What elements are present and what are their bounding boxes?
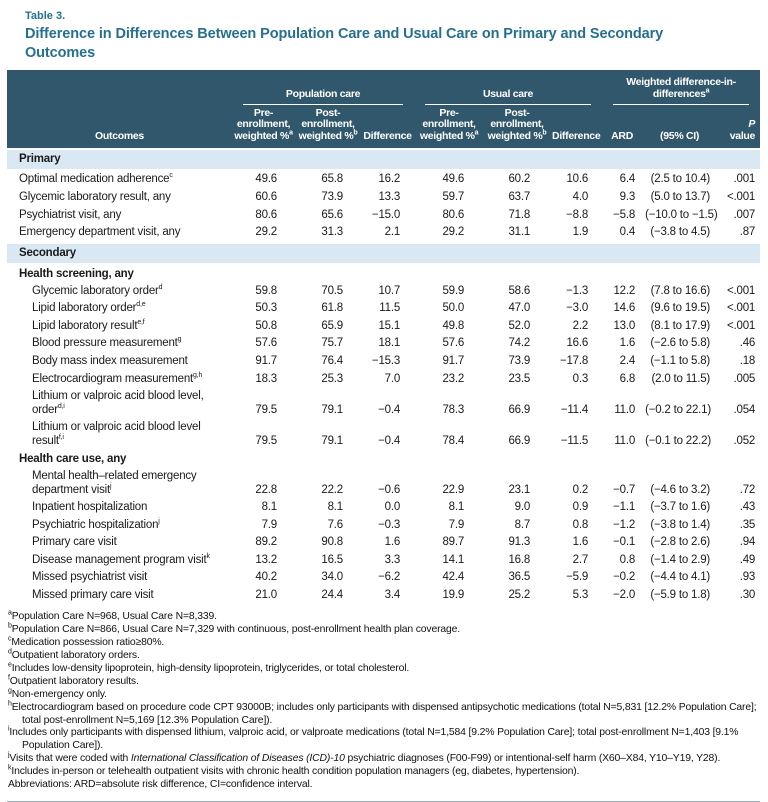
table-row [7, 170, 760, 189]
value-cell: −11.4 [560, 403, 589, 416]
value-cell: .87 [739, 226, 756, 239]
table-row [7, 552, 760, 570]
value-cell: 66.9 [508, 434, 531, 447]
value-cell: 16.8 [508, 553, 531, 566]
footnote-text: Electrocardiogram based on procedure code CPT 93000B; includes only participants with dispensed antipsychotic medications (total N=5,831 [12.2% Population Care]; total post-enrollment N=5,169 [12.3% Population Care]). [11, 701, 757, 726]
footnote-text: Medication possession ratio≥80%. [11, 637, 165, 649]
value-cell: 70.5 [321, 284, 343, 297]
footnote-marker: g [8, 687, 12, 695]
footnote-marker: g,h [193, 371, 203, 379]
value-cell: 5.3 [572, 588, 589, 601]
value-cell: (−4.6 to 3.2) [650, 483, 711, 496]
value-cell: 13.0 [613, 319, 636, 332]
footnote-text: Includes only participants with dispensed lithium, valproic acid, or valproate medications (total N=1,584 [9.2% Population Care]; total post-enrollment N=1,403 [9.1% Population Care]). [9, 727, 739, 752]
value-cell: 66.9 [508, 403, 531, 416]
value-cell: 0.3 [572, 372, 589, 385]
value-cell: 9.0 [514, 501, 531, 514]
outcome-label: Lipid laboratory result$^{e,f}$ [32, 319, 145, 332]
value-cell: 29.2 [255, 226, 277, 239]
value-cell: −15.0 [371, 208, 401, 221]
value-cell: 80.6 [442, 208, 465, 221]
value-cell: 7.9 [261, 518, 277, 531]
header-spacer [7, 70, 232, 105]
value-cell: 23.1 [508, 483, 531, 496]
value-cell: 89.2 [255, 536, 277, 549]
outcome-label: Electrocardiogram measurement$^{g,h}$ [32, 371, 203, 385]
value-cell: 73.9 [508, 355, 531, 368]
outcome-label: Lithium or valproic acid blood level, order$^{d,i}$ [32, 390, 204, 416]
value-cell: (−4.4 to 4.1) [650, 571, 711, 584]
footnote [8, 689, 761, 702]
outcome-label: Blood pressure measurement$^g$ [32, 336, 182, 350]
value-cell: 90.8 [321, 536, 343, 549]
footnote [8, 766, 761, 779]
outcome-label: Psychiatrist visit, any [19, 208, 122, 221]
value-cell: <.001 [726, 190, 756, 203]
value-cell: (2.0 to 11.5) [651, 372, 711, 385]
outcome-label: Glycemic laboratory result, any [19, 190, 171, 203]
footnote-marker: c [8, 635, 12, 643]
value-cell: −17.8 [559, 355, 589, 368]
group-header-population-care [232, 70, 414, 105]
value-cell: 49.6 [255, 173, 277, 186]
outcome-label: Lithium or valproic acid blood level result$^{f,i}$ [32, 421, 201, 447]
outcome-label: Optimal medication adherence$^c$ [19, 172, 173, 186]
group-header-row [7, 70, 760, 105]
footnote-text: Outpatient laboratory orders. [11, 650, 140, 662]
value-cell: .007 [733, 208, 756, 221]
table-row [7, 189, 760, 207]
value-cell: 0.0 [384, 501, 401, 514]
value-cell: 10.7 [378, 284, 401, 297]
value-cell: −0.2 [613, 571, 636, 584]
column-header-p-value: P value [717, 105, 760, 149]
value-cell: −0.1 [613, 536, 636, 549]
value-cell: 11.5 [379, 302, 401, 315]
value-cell: 59.8 [255, 284, 277, 297]
footnote-marker: j [109, 482, 112, 490]
value-cell: −2.0 [613, 588, 636, 601]
footnote-marker: b [542, 129, 547, 137]
table-row [7, 534, 760, 552]
value-cell: −0.3 [378, 518, 401, 531]
value-cell: 11.0 [614, 403, 636, 416]
footnote-marker: i [8, 726, 10, 734]
value-cell: .18 [739, 355, 756, 368]
value-cell: 60.6 [255, 190, 277, 203]
value-cell: 21.0 [255, 588, 277, 601]
value-cell: <.001 [726, 302, 756, 315]
footnote-marker: j [8, 751, 10, 759]
value-cell: 23.5 [508, 372, 531, 385]
table-row [7, 499, 760, 517]
footnote-marker: f [8, 674, 10, 682]
value-cell: (−3.7 to 1.6) [650, 501, 711, 514]
value-cell: 8.1 [448, 501, 465, 514]
value-cell: 1.6 [384, 536, 401, 549]
group-label: Population care [285, 87, 361, 100]
value-cell: .35 [739, 518, 756, 531]
footnote [8, 663, 761, 676]
value-cell: −3.0 [566, 302, 589, 315]
outcome-label: Glycemic laboratory order$^d$ [32, 283, 163, 297]
value-cell: 63.7 [508, 190, 531, 203]
outcomes-table [7, 70, 760, 604]
value-cell: 1.6 [619, 337, 636, 350]
value-cell: 49.8 [442, 319, 465, 332]
value-cell: (−1.1 to 5.8) [650, 355, 711, 368]
value-cell: −6.2 [378, 571, 401, 584]
footnote-marker: d,e [136, 301, 146, 309]
column-header-pop-pre: Pre-enrollment, weighted %$^a$ [232, 105, 295, 149]
outcome-label: Emergency department visit, any [19, 226, 181, 239]
value-cell: 76.4 [321, 355, 343, 368]
value-cell: 91.7 [255, 355, 277, 368]
value-cell: 57.6 [255, 337, 277, 350]
value-cell: 60.2 [508, 173, 531, 186]
value-cell: (2.5 to 10.4) [650, 173, 711, 186]
group-header-weighted-did [602, 70, 760, 105]
value-cell: 31.1 [508, 226, 531, 239]
value-cell: 6.8 [619, 372, 636, 385]
value-cell: 1.6 [572, 536, 589, 549]
value-cell: 80.6 [255, 208, 277, 221]
value-cell: −1.3 [566, 284, 589, 297]
value-cell: 14.6 [613, 302, 636, 315]
value-cell: 16.5 [321, 553, 343, 566]
value-cell: .94 [739, 536, 756, 549]
table-row [7, 318, 760, 336]
value-cell: 13.2 [255, 553, 277, 566]
value-cell: 7.9 [448, 518, 465, 531]
table-row [7, 371, 760, 389]
footnote-marker: g [177, 336, 182, 344]
section-row [7, 149, 760, 171]
outcome-label: Body mass index measurement [32, 355, 188, 368]
table-row [7, 569, 760, 587]
column-header-row [7, 105, 760, 149]
value-cell: −0.6 [378, 483, 401, 496]
value-cell: 79.1 [321, 403, 343, 416]
value-cell: 75.7 [321, 337, 343, 350]
column-header-usual-pre: Pre-enrollment, weighted %$^a$ [414, 105, 484, 149]
footnote-text: Population Care N=866, Usual Care N=7,329 with continuous, post-enrollment health plan coverage. [11, 624, 461, 636]
table-row [7, 283, 760, 301]
value-cell: −0.7 [613, 483, 636, 496]
footnote [8, 676, 761, 689]
value-cell: 52.0 [508, 319, 531, 332]
column-header-pop-difference: Difference [361, 105, 414, 149]
value-cell: .001 [733, 173, 756, 186]
value-cell: 16.6 [566, 337, 589, 350]
value-cell: 18.3 [255, 372, 277, 385]
column-header-ard: ARD [602, 105, 642, 149]
column-header-ci: (95% CI) [642, 105, 717, 149]
value-cell: (−0.2 to 22.1) [645, 403, 711, 416]
value-cell: 29.2 [442, 226, 465, 239]
outcome-label: Inpatient hospitalization [32, 501, 148, 514]
footnote-text: International Classification of Diseases (ICD)-10 [130, 753, 345, 765]
outcome-label: Psychiatric hospitalization$^j$ [32, 517, 160, 531]
value-cell: 31.3 [321, 226, 343, 239]
table-row [7, 207, 760, 225]
footnote-marker: b [8, 622, 12, 630]
value-cell: 22.9 [442, 483, 465, 496]
footnote-marker: a [705, 87, 710, 95]
value-cell: 2.4 [619, 355, 636, 368]
value-cell: 16.2 [378, 173, 401, 186]
value-cell: 58.6 [508, 284, 531, 297]
value-cell: 91.3 [508, 536, 531, 549]
value-cell: 2.2 [572, 319, 589, 332]
footnote-text: Population Care N=968, Usual Care N=8,339. [11, 611, 217, 623]
footnote-text: Visits that were coded with [9, 753, 131, 765]
subsection-label: Health care use, any [19, 453, 127, 466]
value-cell: 0.2 [572, 483, 589, 496]
value-cell: .054 [733, 403, 756, 416]
footnote-text: psychiatric diagnoses (F00-F99) or intentional-self harm (X60–X84, Y10–Y19, Y28). [344, 753, 721, 765]
footnote-text: Includes in-person or telehealth outpatient visits with chronic health condition population managers (eg, diabetes, hypertension). [11, 766, 580, 778]
footnote-marker: k [8, 764, 12, 772]
value-cell: 36.5 [508, 571, 531, 584]
table-row [7, 587, 760, 605]
footnote-marker: a [289, 129, 293, 137]
footnote [8, 650, 761, 663]
value-cell: 73.9 [321, 190, 343, 203]
value-cell: 78.3 [442, 403, 465, 416]
value-cell: (9.6 to 19.5) [650, 302, 711, 315]
value-cell: 74.2 [508, 337, 531, 350]
footnote [8, 624, 761, 637]
footnote [8, 727, 761, 753]
value-cell: 71.8 [508, 208, 531, 221]
footnote-marker: k [206, 552, 210, 560]
value-cell: 25.2 [508, 588, 531, 601]
value-cell: 78.4 [442, 434, 465, 447]
value-cell: 12.2 [613, 284, 636, 297]
value-cell: .30 [739, 588, 756, 601]
value-cell: .052 [733, 434, 756, 447]
value-cell: 49.6 [442, 173, 465, 186]
value-cell: −5.9 [566, 571, 589, 584]
table-row [7, 335, 760, 353]
value-cell: 65.6 [321, 208, 343, 221]
value-cell: .005 [733, 372, 756, 385]
value-cell: 18.1 [378, 337, 401, 350]
value-cell: 13.3 [378, 190, 401, 203]
value-cell: −15.3 [371, 355, 401, 368]
value-cell: .43 [739, 501, 756, 514]
value-cell: (−2.8 to 2.6) [650, 536, 711, 549]
footnote-marker: d,i [57, 402, 65, 410]
value-cell: 79.1 [321, 434, 343, 447]
footnote-marker: a [474, 129, 479, 137]
value-cell: 22.2 [321, 483, 343, 496]
value-cell: 7.0 [384, 372, 401, 385]
group-label: Weighted difference-in-differences [626, 76, 736, 100]
section-label: Primary [7, 149, 760, 171]
column-header-usual-post: Post-enrollment, weighted %$^b$ [484, 105, 550, 149]
value-cell: <.001 [726, 284, 756, 297]
value-cell: 2.7 [572, 553, 589, 566]
value-cell: 0.8 [619, 553, 636, 566]
value-cell: (5.0 to 13.7) [650, 190, 711, 203]
value-cell: 23.2 [442, 372, 465, 385]
value-cell: (−10.0 to −1.5) [645, 208, 718, 221]
footnote-marker: c [169, 172, 173, 180]
footnote-marker: h [8, 700, 12, 708]
value-cell: (−3.8 to 4.5) [650, 226, 711, 239]
value-cell: −1.2 [613, 518, 636, 531]
value-cell: 79.5 [255, 403, 277, 416]
group-label: Usual care [482, 87, 534, 100]
subsection-label: Health screening, any [19, 268, 134, 281]
value-cell: 61.8 [321, 302, 343, 315]
table-row [7, 517, 760, 535]
value-cell: −1.1 [613, 501, 636, 514]
value-cell: (−2.6 to 5.8) [650, 337, 711, 350]
value-cell: 59.9 [442, 284, 465, 297]
value-cell: 50.0 [442, 302, 465, 315]
footnote [8, 637, 761, 650]
value-cell: 19.9 [442, 588, 465, 601]
value-cell: 2.1 [384, 226, 401, 239]
table-row [7, 468, 760, 499]
value-cell: 1.9 [572, 226, 589, 239]
value-cell: 3.4 [384, 588, 401, 601]
subsection-row [7, 264, 760, 283]
table-row [7, 300, 760, 318]
table-row [7, 388, 760, 419]
footnote-text: Abbreviations: ARD=absolute risk difference, CI=confidence interval. [8, 779, 313, 791]
footnote-marker: j [158, 517, 160, 525]
value-cell: 9.3 [619, 190, 636, 203]
value-cell: 10.6 [566, 173, 589, 186]
section-label: Secondary [7, 243, 760, 265]
value-cell: 25.3 [321, 372, 343, 385]
footnote [8, 753, 761, 766]
footnote-marker: d [8, 648, 12, 656]
value-cell: 65.9 [321, 319, 343, 332]
footnote-text: Includes low-density lipoprotein, high-density lipoprotein, triglycerides, or total cholesterol. [11, 663, 410, 675]
value-cell: 47.0 [508, 302, 531, 315]
value-cell: 8.1 [261, 501, 277, 514]
value-cell: −11.5 [560, 434, 589, 447]
group-header-usual-care [414, 70, 602, 105]
value-cell: 50.8 [255, 319, 277, 332]
value-cell: 15.1 [378, 319, 401, 332]
value-cell: −0.4 [378, 403, 401, 416]
outcome-label: Missed psychiatrist visit [32, 571, 148, 584]
footnote [8, 702, 761, 728]
outcome-label: Missed primary care visit [32, 588, 154, 601]
value-cell: <.001 [726, 319, 756, 332]
footnote-text: Outpatient laboratory results. [9, 675, 139, 687]
value-cell: 0.4 [619, 226, 636, 239]
footnote-marker: f,i [58, 434, 64, 442]
value-cell: 91.7 [442, 355, 465, 368]
value-cell: 4.0 [572, 190, 589, 203]
table-row [7, 224, 760, 243]
outcome-label: Mental health–related emergency department visit$^j$ [32, 469, 197, 496]
value-cell: 14.1 [442, 553, 465, 566]
footnote-marker: b [353, 129, 358, 137]
footnote-marker: a [8, 610, 12, 617]
value-cell: 11.0 [614, 434, 636, 447]
outcome-label: Lipid laboratory order$^{d,e}$ [32, 301, 146, 315]
value-cell: (−1.4 to 2.9) [650, 553, 711, 566]
value-cell: 3.3 [384, 553, 401, 566]
value-cell: 8.7 [514, 518, 531, 531]
footnote-marker: e,f [137, 319, 145, 327]
page-title: Difference in Differences Between Population Care and Usual Care on Primary and Secondary Outcomes [25, 26, 664, 61]
footnote-marker: e [8, 661, 12, 669]
section-row [7, 243, 760, 265]
value-cell: −0.4 [378, 434, 401, 447]
outcome-label: Primary care visit [32, 536, 117, 549]
outcome-label: Disease management program visit$^k$ [32, 552, 210, 566]
footnotes [8, 611, 761, 791]
value-cell: 65.8 [321, 173, 343, 186]
value-cell: (−3.8 to 1.4) [650, 518, 711, 531]
value-cell: 0.9 [572, 501, 589, 514]
footnote-text: Non-emergency only. [11, 688, 107, 700]
subsection-row [7, 450, 760, 468]
column-header-usual-difference: Difference [550, 105, 602, 149]
value-cell: −8.8 [566, 208, 589, 221]
value-cell: 22.8 [255, 483, 277, 496]
value-cell: (−0.1 to 22.2) [645, 434, 711, 447]
value-cell: −5.8 [613, 208, 636, 221]
value-cell: .46 [739, 337, 756, 350]
value-cell: (8.1 to 17.9) [650, 319, 711, 332]
value-cell: 42.4 [442, 571, 465, 584]
value-cell: 0.8 [572, 518, 589, 531]
value-cell: 89.7 [442, 536, 465, 549]
value-cell: 7.6 [327, 518, 343, 531]
value-cell: 34.0 [321, 571, 343, 584]
value-cell: (−5.9 to 1.8) [650, 588, 711, 601]
value-cell: 57.6 [442, 337, 465, 350]
footnote [8, 611, 761, 624]
value-cell: 40.2 [255, 571, 277, 584]
table-header [7, 70, 760, 149]
abbreviations-note [8, 779, 761, 792]
table-row [7, 419, 760, 450]
value-cell: 79.5 [255, 434, 277, 447]
value-cell: .93 [739, 571, 756, 584]
value-cell: 8.1 [327, 501, 343, 514]
footnote-marker: d [158, 283, 163, 291]
column-header-outcomes: Outcomes [7, 105, 232, 149]
table-body [7, 149, 760, 605]
value-cell: 59.7 [442, 190, 465, 203]
value-cell: 50.3 [255, 302, 277, 315]
column-header-pop-post: Post-enrollment, weighted %$^b$ [295, 105, 361, 149]
value-cell: (7.8 to 16.6) [650, 284, 711, 297]
value-cell: .72 [739, 483, 756, 496]
table-row [7, 353, 760, 371]
value-cell: 6.4 [619, 173, 636, 186]
value-cell: .49 [739, 553, 756, 566]
table-number-label: Table 3. [25, 10, 66, 22]
value-cell: 24.4 [321, 588, 343, 601]
